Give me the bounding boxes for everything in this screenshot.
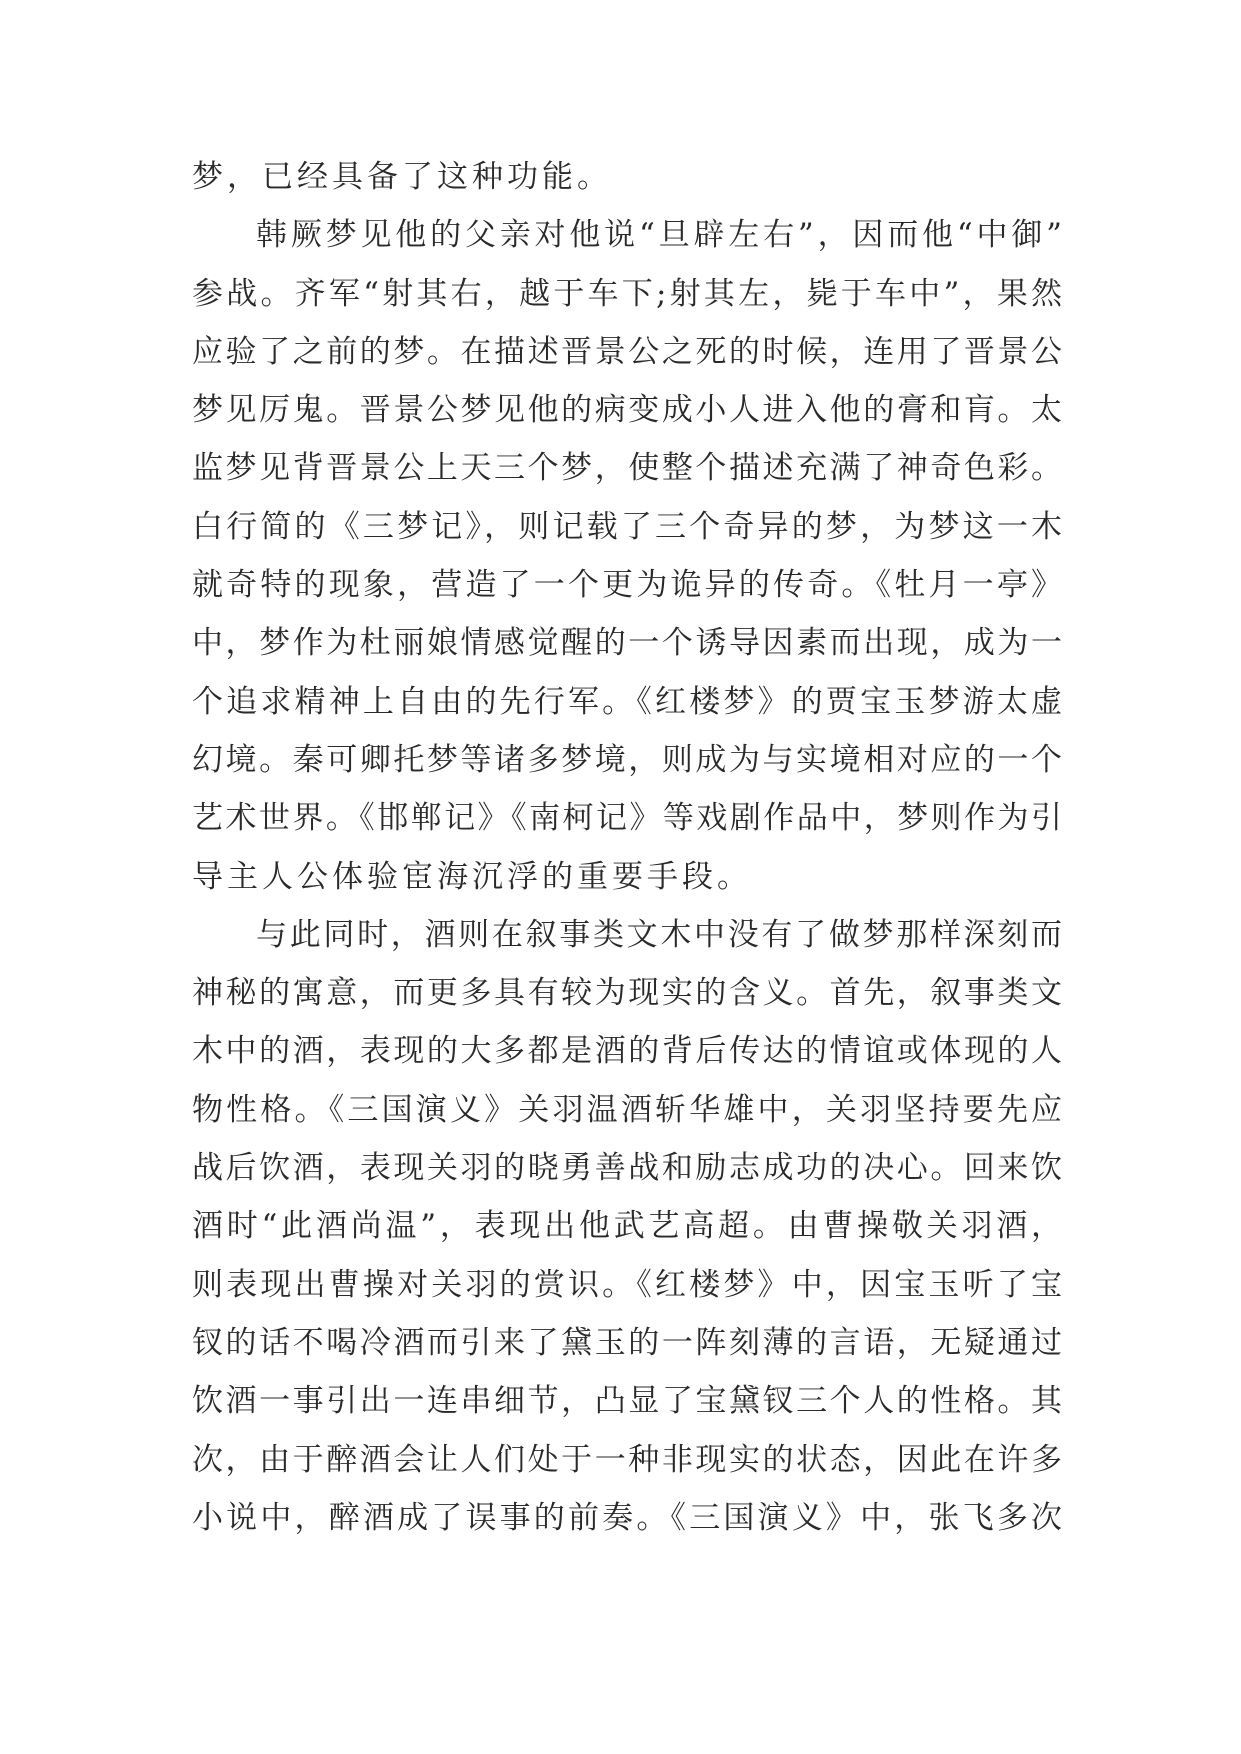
text-line: 参战。齐军“射其右，越于车下;射其左，毙于车中”，果然	[192, 275, 1062, 312]
text-line: 梦见厉鬼。晋景公梦见他的病变成小人进入他的膏和肓。太	[192, 392, 1062, 429]
text-line: 梦，已经具备了这种功能。	[192, 159, 612, 195]
text-line: 物性格。《三国演义》关羽温酒斩华雄中，关羽坚持要先应	[192, 1091, 1062, 1128]
text-line: 次，由于醉酒会让人们处于一种非现实的状态，因此在许多	[192, 1441, 1062, 1478]
text-line: 白行简的《三梦记》，则记载了三个奇异的梦，为梦这一木	[192, 508, 1062, 545]
text-line: 监梦见背晋景公上天三个梦，使整个描述充满了神奇色彩。	[192, 450, 1062, 487]
text-line: 酒时“此酒尚温”，表现出他武艺高超。由曹操敬关羽酒，	[192, 1208, 1062, 1245]
text-line: 小说中，醉酒成了误事的前奏。《三国演义》中，张飞多次	[192, 1499, 1062, 1536]
text-line: 神秘的寓意，而更多具有较为现实的含义。首先，叙事类文	[192, 975, 1062, 1012]
text-line: 木中的酒，表现的大多都是酒的背后传达的情谊或体现的人	[192, 1033, 1062, 1070]
text-line: 幻境。秦可卿托梦等诸多梦境，则成为与实境相对应的一个	[192, 741, 1062, 778]
text-line: 战后饮酒，表现关羽的晓勇善战和励志成功的决心。回来饮	[192, 1150, 1062, 1187]
text-line: 钗的话不喝冷酒而引来了黛玉的一阵刻薄的言语，无疑通过	[192, 1324, 1062, 1361]
body-text	[192, 148, 1062, 1547]
text-line: 导主人公体验宦海沉浮的重要手段。	[192, 858, 752, 895]
text-line: 饮酒一事引出一连串细节，凸显了宝黛钗三个人的性格。其	[192, 1383, 1062, 1420]
text-line: 与此同时，酒则在叙事类文木中没有了做梦那样深刻而	[256, 916, 1062, 953]
text-line: 韩厥梦见他的父亲对他说“旦辟左右”，因而他“中御”	[256, 217, 1062, 254]
text-line: 就奇特的现象，营造了一个更为诡异的传奇。《牡月一亭》	[192, 567, 1062, 604]
text-line: 个追求精神上自由的先行军。《红楼梦》的贾宝玉梦游太虚	[192, 683, 1062, 720]
text-line: 艺术世界。《邯郸记》《南柯记》等戏剧作品中，梦则作为引	[192, 800, 1062, 837]
text-line: 中，梦作为杜丽娘情感觉醒的一个诱导因素而出现，成为一	[192, 625, 1062, 662]
text-line: 应验了之前的梦。在描述晋景公之死的时候，连用了晋景公	[192, 333, 1062, 370]
text-line: 则表现出曹操对关羽的赏识。《红楼梦》中，因宝玉听了宝	[192, 1266, 1062, 1303]
